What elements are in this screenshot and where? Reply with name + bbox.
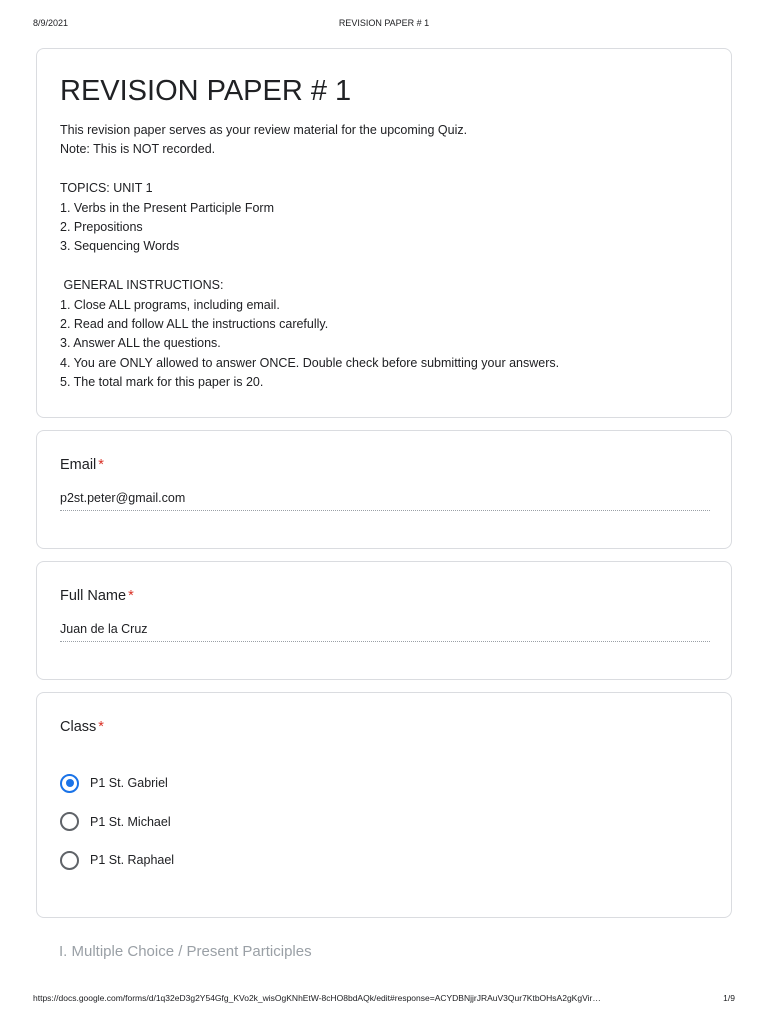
class-option-raphael[interactable] — [60, 850, 708, 870]
form-title: REVISION PAPER # 1 — [60, 75, 352, 107]
email-question-card — [36, 430, 732, 549]
required-asterisk: * — [98, 457, 104, 473]
description-line: 3. Answer ALL the questions. — [60, 336, 221, 351]
description-line: 2. Prepositions — [60, 220, 143, 235]
class-question-title — [60, 717, 708, 737]
option-label: P1 St. Michael — [90, 814, 171, 829]
description-line: 4. You are ONLY allowed to answer ONCE. Double check before submitting your answers. — [60, 355, 560, 370]
section-title: I. Multiple Choice / Present Participles — [59, 943, 312, 960]
form-description — [60, 121, 708, 393]
description-line: 5. The total mark for this paper is 20. — [60, 375, 264, 390]
email-question-title — [60, 455, 708, 475]
print-date: 8/9/2021 — [33, 18, 69, 28]
page-number: 1/9 — [723, 993, 735, 1003]
radio-button-icon[interactable] — [60, 851, 79, 870]
description-line: 3. Sequencing Words — [60, 239, 180, 254]
class-option-gabriel[interactable] — [60, 773, 708, 793]
description-line: Note: This is NOT recorded. — [60, 142, 216, 157]
option-label: P1 St. Gabriel — [90, 776, 168, 790]
description-line: TOPICS: UNIT 1 — [60, 181, 153, 196]
full-name-label: Full Name — [60, 588, 127, 604]
description-line — [60, 160, 708, 179]
description-line: 1. Verbs in the Present Participle Form — [60, 200, 274, 215]
form-header-card — [36, 48, 732, 418]
radio-button-icon[interactable] — [60, 774, 79, 793]
print-url: https://docs.google.com/forms/d/1q32eD3g2Y54Gfg_KVo2k_wisOgKNhEtW-8cHO8bdAQk/edit#response=ACYDBNjjrJRAuV3Qur7KtbOHsA2gKgVir… — [33, 993, 601, 1003]
email-field[interactable]: p2st.peter@gmail.com — [60, 490, 710, 511]
email-label: Email — [60, 457, 97, 473]
description-line — [60, 257, 708, 276]
full-name-question-card — [36, 561, 732, 680]
description-line: 1. Close ALL programs, including email. — [60, 297, 280, 312]
required-asterisk: * — [98, 719, 104, 735]
radio-button-icon[interactable] — [60, 812, 79, 831]
class-label: Class — [60, 719, 97, 735]
full-name-field[interactable]: Juan de la Cruz — [60, 621, 710, 642]
class-question-card — [36, 692, 732, 918]
print-header — [33, 18, 735, 32]
description-line: 2. Read and follow ALL the instructions carefully. — [60, 317, 329, 332]
description-line: GENERAL INSTRUCTIONS: — [60, 278, 224, 293]
class-options — [60, 773, 708, 870]
required-asterisk: * — [128, 588, 134, 604]
description-line: This revision paper serves as your review material for the upcoming Quiz. — [60, 123, 468, 137]
option-label: P1 St. Raphael — [90, 853, 175, 867]
print-title: REVISION PAPER # 1 — [338, 18, 430, 28]
full-name-question-title — [60, 586, 708, 606]
class-option-michael[interactable] — [60, 812, 708, 832]
